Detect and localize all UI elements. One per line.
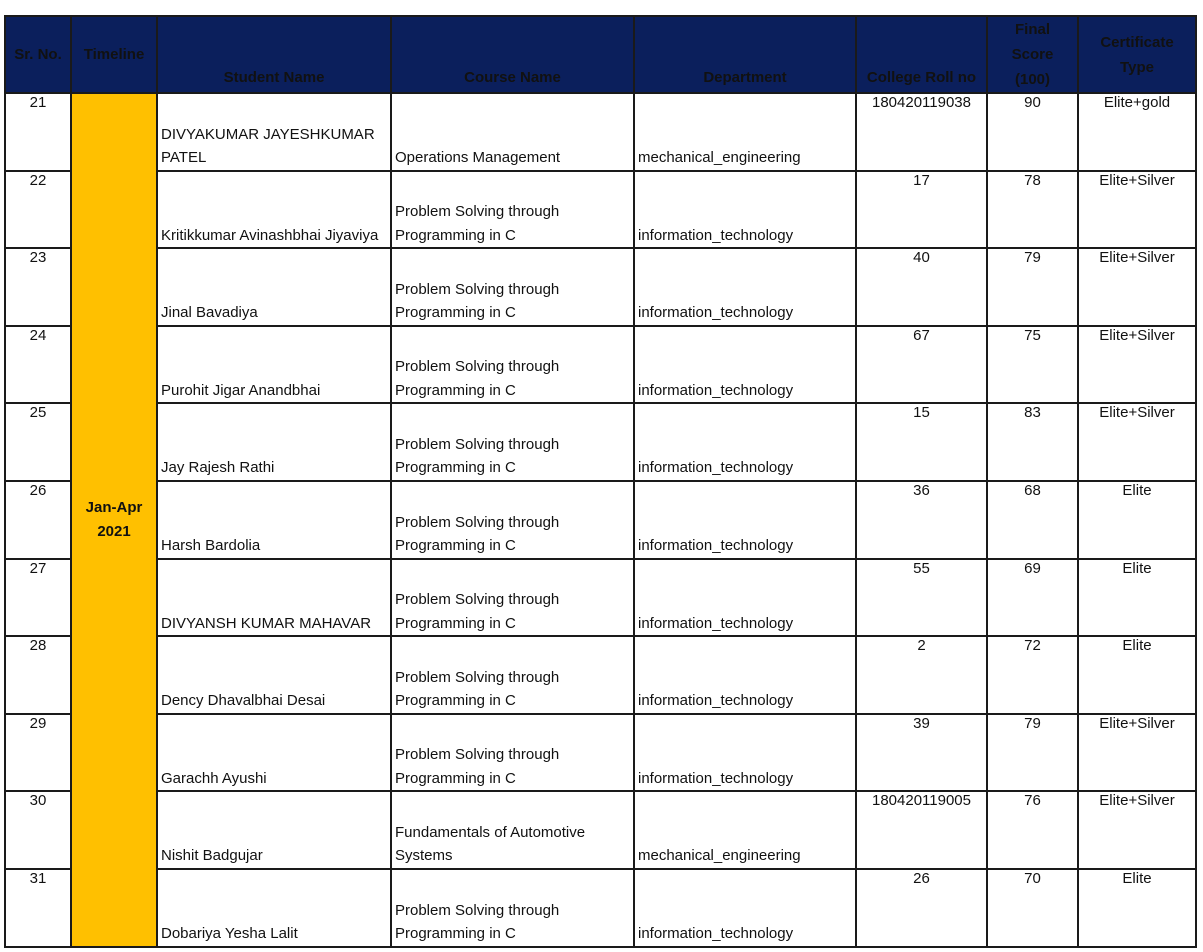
table-row (5, 481, 1196, 559)
course-name-cell: Problem Solving through Programming in C (391, 559, 634, 637)
header-department: Department (634, 16, 856, 93)
final-score-cell: 79 (987, 248, 1078, 326)
student-name-cell: Nishit Badgujar (157, 791, 391, 869)
final-score-cell: 78 (987, 171, 1078, 249)
header-certificate-type (1078, 16, 1196, 93)
sr-no-cell: 30 (5, 791, 71, 869)
table-row (5, 636, 1196, 714)
table-row (5, 869, 1196, 947)
course-name-cell: Problem Solving through Programming in C (391, 403, 634, 481)
course-name-cell: Operations Management (391, 93, 634, 171)
department-cell: mechanical_engineering (634, 791, 856, 869)
table-row (5, 93, 1196, 171)
college-roll-cell: 36 (856, 481, 987, 559)
department-cell: information_technology (634, 403, 856, 481)
course-name-cell: Problem Solving through Programming in C (391, 248, 634, 326)
header-final-score-line1: Final (1014, 21, 1050, 38)
department-cell: information_technology (634, 481, 856, 559)
course-name-cell: Fundamentals of Automotive Systems (391, 791, 634, 869)
header-final-score-line3: (100) (1014, 71, 1051, 88)
sr-no-cell: 25 (5, 403, 71, 481)
college-roll-cell: 180420119038 (856, 93, 987, 171)
final-score-cell: 76 (987, 791, 1078, 869)
header-sr-no: Sr. No. (5, 16, 71, 93)
department-cell: information_technology (634, 171, 856, 249)
college-roll-cell: 40 (856, 248, 987, 326)
sr-no-cell: 31 (5, 869, 71, 947)
sr-no-cell: 29 (5, 714, 71, 792)
results-table (4, 15, 1197, 948)
sr-no-cell: 26 (5, 481, 71, 559)
course-name-cell: Problem Solving through Programming in C (391, 636, 634, 714)
student-name-cell: DIVYAKUMAR JAYESHKUMAR PATEL (157, 93, 391, 171)
certificate-type-cell: Elite (1078, 869, 1196, 947)
header-college-roll: College Roll no (856, 16, 987, 93)
student-name-cell: Dobariya Yesha Lalit (157, 869, 391, 947)
final-score-cell: 68 (987, 481, 1078, 559)
header-final-score (987, 16, 1078, 93)
table-row (5, 171, 1196, 249)
header-final-score-line2: Score (1011, 46, 1054, 63)
student-name-cell: Kritikkumar Avinashbhai Jiyaviya (157, 171, 391, 249)
student-name-cell: Purohit Jigar Anandbhai (157, 326, 391, 404)
table-row (5, 403, 1196, 481)
final-score-cell: 70 (987, 869, 1078, 947)
college-roll-cell: 17 (856, 171, 987, 249)
college-roll-cell: 55 (856, 559, 987, 637)
college-roll-cell: 67 (856, 326, 987, 404)
sr-no-cell: 28 (5, 636, 71, 714)
certificate-type-cell: Elite (1078, 481, 1196, 559)
college-roll-cell: 2 (856, 636, 987, 714)
table-body (5, 93, 1196, 947)
table-row (5, 248, 1196, 326)
course-name-cell: Problem Solving through Programming in C (391, 171, 634, 249)
course-name-cell: Problem Solving through Programming in C (391, 481, 634, 559)
final-score-cell: 69 (987, 559, 1078, 637)
student-name-cell: Harsh Bardolia (157, 481, 391, 559)
final-score-cell: 75 (987, 326, 1078, 404)
student-name-cell: Jinal Bavadiya (157, 248, 391, 326)
department-cell: information_technology (634, 636, 856, 714)
certificate-type-cell: Elite+gold (1078, 93, 1196, 171)
timeline-label-line1: Jan-Apr (85, 498, 143, 516)
certificate-type-cell: Elite+Silver (1078, 791, 1196, 869)
timeline-cell (71, 93, 157, 947)
table-row (5, 714, 1196, 792)
certificate-type-cell: Elite+Silver (1078, 403, 1196, 481)
department-cell: mechanical_engineering (634, 93, 856, 171)
sr-no-cell: 22 (5, 171, 71, 249)
sr-no-cell: 23 (5, 248, 71, 326)
header-row (5, 16, 1196, 93)
college-roll-cell: 39 (856, 714, 987, 792)
course-name-cell: Problem Solving through Programming in C (391, 714, 634, 792)
timeline-label-line2: 2021 (97, 522, 131, 540)
final-score-cell: 72 (987, 636, 1078, 714)
certificate-type-cell: Elite (1078, 559, 1196, 637)
college-roll-cell: 180420119005 (856, 791, 987, 869)
header-certificate-line2: Type (1120, 58, 1154, 76)
student-name-cell: Jay Rajesh Rathi (157, 403, 391, 481)
sr-no-cell: 27 (5, 559, 71, 637)
department-cell: information_technology (634, 326, 856, 404)
header-course-name: Course Name (391, 16, 634, 93)
sr-no-cell: 24 (5, 326, 71, 404)
college-roll-cell: 15 (856, 403, 987, 481)
college-roll-cell: 26 (856, 869, 987, 947)
certificate-type-cell: Elite+Silver (1078, 171, 1196, 249)
student-name-cell: DIVYANSH KUMAR MAHAVAR (157, 559, 391, 637)
department-cell: information_technology (634, 869, 856, 947)
table-row (5, 791, 1196, 869)
header-certificate-line1: Certificate (1100, 33, 1174, 51)
table-row (5, 326, 1196, 404)
final-score-cell: 90 (987, 93, 1078, 171)
certificate-type-cell: Elite (1078, 636, 1196, 714)
final-score-cell: 79 (987, 714, 1078, 792)
sr-no-cell: 21 (5, 93, 71, 171)
certificate-type-cell: Elite+Silver (1078, 248, 1196, 326)
certificate-type-cell: Elite+Silver (1078, 714, 1196, 792)
department-cell: information_technology (634, 559, 856, 637)
student-name-cell: Dency Dhavalbhai Desai (157, 636, 391, 714)
certificate-type-cell: Elite+Silver (1078, 326, 1196, 404)
department-cell: information_technology (634, 714, 856, 792)
student-name-cell: Garachh Ayushi (157, 714, 391, 792)
table-row (5, 559, 1196, 637)
course-name-cell: Problem Solving through Programming in C (391, 326, 634, 404)
department-cell: information_technology (634, 248, 856, 326)
header-student-name: Student Name (157, 16, 391, 93)
course-name-cell: Problem Solving through Programming in C (391, 869, 634, 947)
final-score-cell: 83 (987, 403, 1078, 481)
header-timeline: Timeline (71, 16, 157, 93)
